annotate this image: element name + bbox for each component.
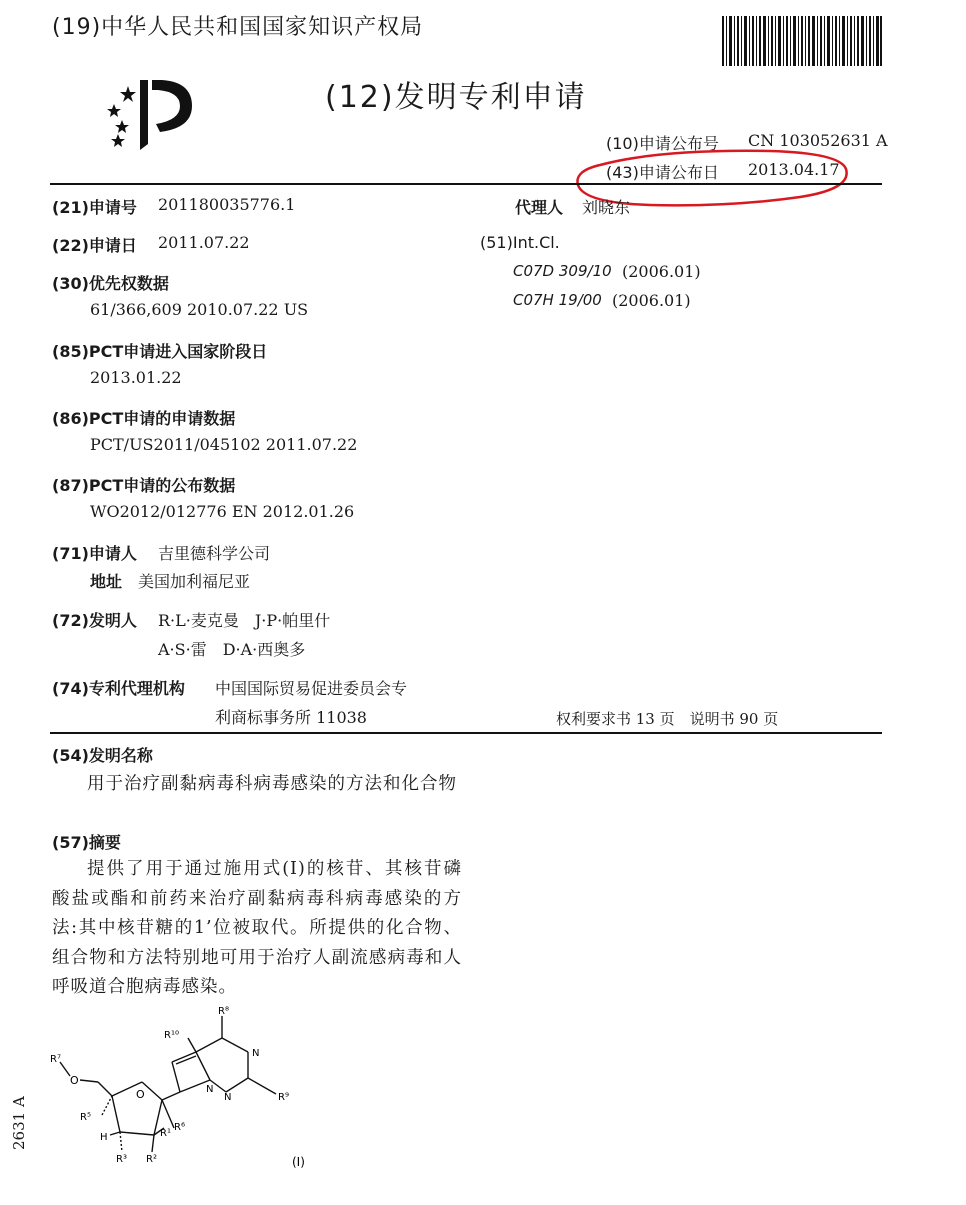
- nitrogen-3-label: N: [252, 1048, 260, 1059]
- r3-label: R³: [116, 1154, 127, 1165]
- pct-application-label: (86)PCT申请的申请数据: [52, 409, 236, 428]
- class-2-code: C07H 19/00: [513, 291, 602, 309]
- h-label: H: [100, 1132, 108, 1143]
- oxygen-label: O: [70, 1074, 79, 1087]
- address-value: 美国加利福尼亚: [138, 572, 251, 591]
- r7-label: R⁷: [50, 1054, 61, 1065]
- chemical-structure: [40, 1000, 340, 1180]
- nitrogen-bridge-label: N: [206, 1084, 214, 1095]
- inventor-label: (72)发明人: [52, 611, 137, 630]
- agency-label: (74)专利代理机构: [52, 679, 185, 698]
- r6-label: R⁶: [174, 1122, 185, 1133]
- agent-label: 代理人: [515, 198, 564, 217]
- pct-application-value: PCT/US2011/045102 2011.07.22: [90, 435, 358, 454]
- r2-label: R²: [146, 1154, 157, 1165]
- applicant-label: (71)申请人: [52, 544, 137, 563]
- abstract-body: [52, 855, 462, 1003]
- sipo-logo: [100, 72, 200, 152]
- r9-label: R⁹: [278, 1092, 289, 1103]
- pct-publication-label: (87)PCT申请的公布数据: [52, 476, 236, 495]
- class-1-code: C07D 309/10: [513, 262, 612, 280]
- document-type: (12)发明专利申请: [325, 80, 587, 115]
- pct-entry-value: 2013.01.22: [90, 368, 182, 387]
- barcode: [722, 16, 882, 66]
- class-1-year: (2006.01): [622, 262, 701, 281]
- page-counts: 权利要求书 13 页 说明书 90 页: [556, 710, 779, 728]
- pct-entry-label: (85)PCT申请进入国家阶段日: [52, 342, 268, 361]
- r10-label: R¹⁰: [164, 1030, 179, 1041]
- application-number-label: (21)申请号: [52, 198, 137, 217]
- application-date-label: (22)申请日: [52, 236, 137, 255]
- formula-label: (I): [292, 1155, 305, 1169]
- publication-number-label: (10)申请公布号: [606, 134, 719, 153]
- side-publication-code: 2631 A: [10, 1096, 28, 1150]
- middle-rule: [50, 732, 882, 734]
- class-2-year: (2006.01): [612, 291, 691, 310]
- agent-value: 刘晓东: [582, 198, 631, 217]
- intcl-label: (51)Int.Cl.: [480, 233, 560, 252]
- publication-date-label: (43)申请公布日: [606, 163, 719, 182]
- abstract-label: (57)摘要: [52, 833, 121, 852]
- top-rule: [50, 183, 882, 185]
- invention-title: [52, 770, 462, 800]
- office-name: (19)中华人民共和国国家知识产权局: [52, 15, 424, 40]
- application-number-value: 201180035776.1: [158, 195, 296, 214]
- agency-line-1: 中国国际贸易促进委员会专: [215, 679, 408, 698]
- publication-number-value: CN 103052631 A: [748, 131, 888, 150]
- agency-line-2: 利商标事务所 11038: [215, 708, 367, 727]
- inventor-line-1: R·L·麦克曼 J·P·帕里什: [158, 611, 331, 630]
- pct-publication-value: WO2012/012776 EN 2012.01.26: [90, 502, 355, 521]
- address-label: 地址: [90, 572, 123, 591]
- abstract-text: 提供了用于通过施用式(I)的核苷、其核苷磷酸盐或酯和前药来治疗副黏病毒科病毒感染的方法:其中核苷糖的1’位被取代。所提供的化合物、组合物和方法特别地可用于治疗人副流感病毒和人呼吸道合胞病毒感染。: [52, 859, 462, 997]
- priority-value: 61/366,609 2010.07.22 US: [90, 300, 309, 319]
- r1-label: R¹: [160, 1128, 171, 1139]
- r8-label: R⁸: [218, 1006, 229, 1017]
- ring-oxygen-label: O: [136, 1088, 145, 1101]
- priority-label: (30)优先权数据: [52, 274, 169, 293]
- applicant-value: 吉里德科学公司: [158, 544, 271, 563]
- invention-title-label: (54)发明名称: [52, 746, 153, 765]
- inventor-line-2: A·S·雷 D·A·西奥多: [158, 640, 306, 659]
- publication-date-value: 2013.04.17: [748, 160, 840, 179]
- invention-title-text: 用于治疗副黏病毒科病毒感染的方法和化合物: [87, 774, 457, 794]
- nitrogen-1-label: N: [224, 1092, 232, 1103]
- application-date-value: 2011.07.22: [158, 233, 250, 252]
- r5-label: R⁵: [80, 1112, 91, 1123]
